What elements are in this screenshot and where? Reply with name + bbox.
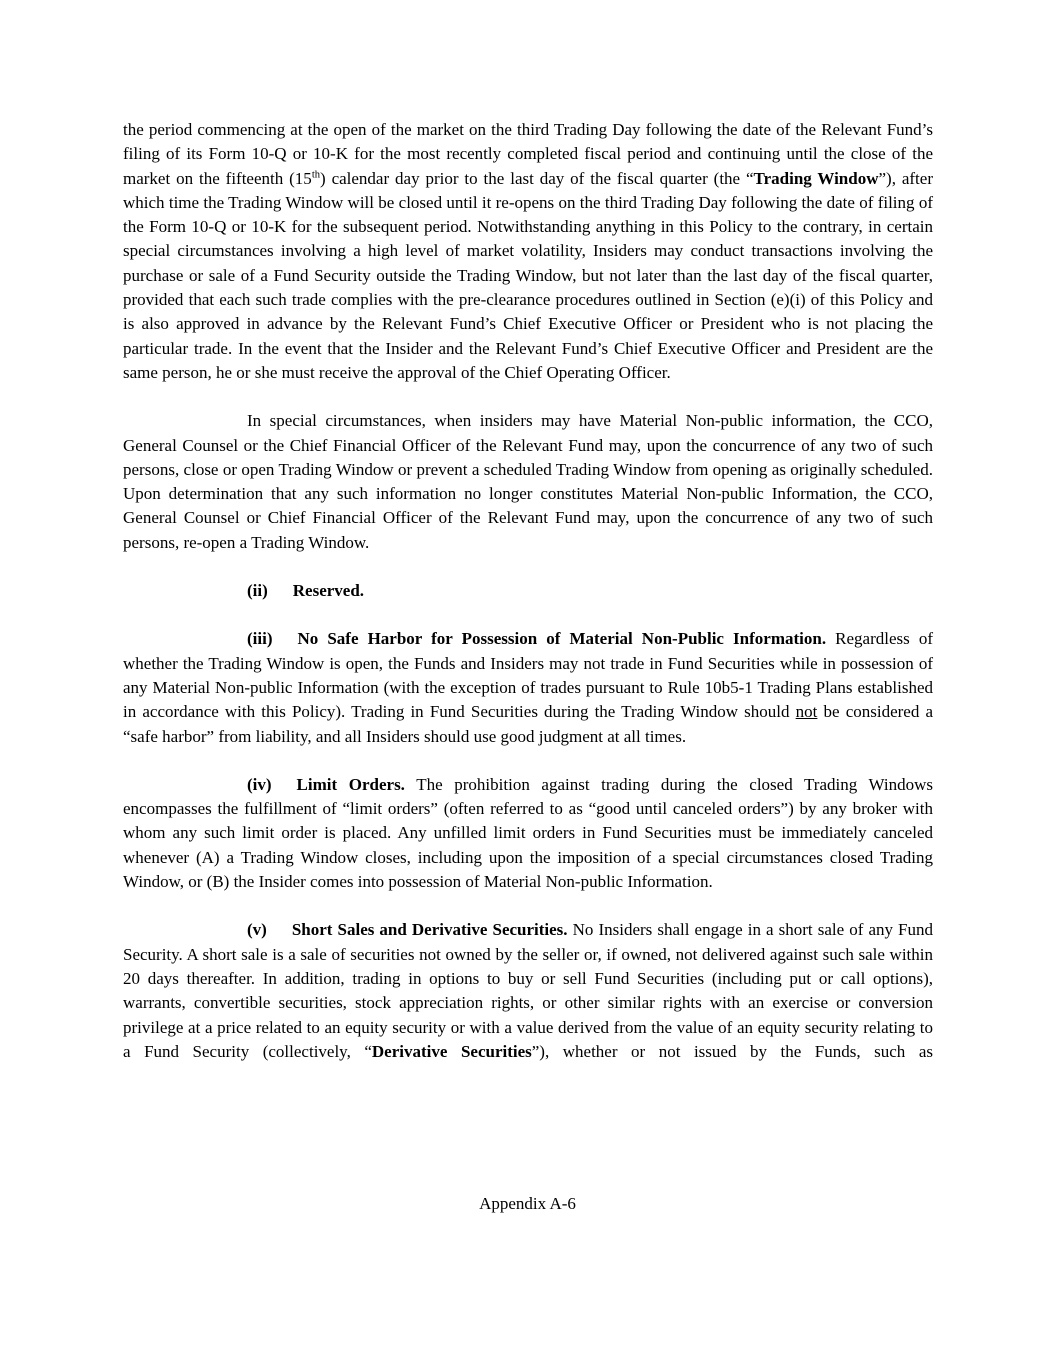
text-run: ”), after which time the Trading Window will be closed until it re-opens on the third Trading Day following the date of filing of the Form 10-Q or 10-K for the subsequent period. Notwithstanding anything in this Policy to the contrary, in certain special circumstances involving a high level of market volatility, Insiders may conduct transactions involving the purchase or sale of a Fund Security outside the Trading Window, but not later than the last day of the fiscal quarter, provided that each such trade complies with the pre-clearance procedures outlined in Section (e)(i) of this Policy and is also approved in advance by the Relevant Fund’s Chief Executive Officer or President who is not placing the particular trade. In the event that the Insider and the Relevant Fund’s Chief Executive Officer and President are the same person, he or she must receive the approval of the Chief Operating Officer.	[123, 168, 933, 382]
text-run: No Insiders shall engage in a short sale of any Fund Security. A short sale is a sale of securities not owned by the seller or, if owned, not delivered against such sale within 20 days thereafter. In addition, trading in options to buy or sell Fund Securities (including put or call options), warrants, convertible securities, stock appreciation rights, or other similar rights with an exercise or conversion privilege at a price related to an equity security or with a value derived from the value of an equity security relating to a Fund Security (collectively, “	[123, 920, 934, 1061]
paragraph	[123, 409, 933, 555]
page-footer: Appendix A-6	[479, 1194, 576, 1213]
text-run: In special circumstances, when insiders may have Material Non-public information, the CCO, General Counsel or the Chief Financial Officer of the Relevant Fund may, upon the concurrence of any two of such persons, close or open Trading Window or prevent a scheduled Trading Window from opening as originally scheduled. Upon determination that any such information no longer constitutes Material Non-public Information, the CCO, General Counsel or Chief Financial Officer of the Relevant Fund may, upon the concurrence of any two of such persons, re-open a Trading Window.	[123, 411, 933, 552]
paragraph	[123, 627, 933, 748]
text-run: ”), whether or not issued by the Funds, such as	[531, 1041, 933, 1061]
text-run: (iv)	[247, 774, 272, 794]
text-run: Limit Orders.	[296, 774, 405, 794]
text-run: Regardless of whether the Trading Window is open, the Funds and Insiders may not trade in Fund Securities while in possession of any Material Non-public Information (with the exception of trades pursuant to Rule 10b5-1 Trading Plans established in accordance with this Policy). Trading in Fund Securities during the Trading Window should	[123, 629, 933, 722]
text-run: Reserved.	[292, 581, 365, 601]
text-run: th	[311, 168, 321, 180]
text-run: No Safe Harbor for Possession of Material Non-Public Information.	[297, 629, 827, 649]
text-run: The prohibition against trading during the closed Trading Windows encompasses the fulfillment of “limit orders” (often referred to as “good until canceled orders”) by any broker with whom any such limit order is placed. Any unfilled limit orders in Fund Securities must be immediately canceled whenever (A) a Trading Window closes, including upon the imposition of a special circumstances closed Trading Window, or (B) the Insider comes into possession of Material Non-public Information.	[123, 774, 933, 892]
text-run: ) calendar day prior to the last day of the fiscal quarter (the “	[320, 168, 754, 188]
text-run: Short Sales and Derivative Securities.	[291, 920, 568, 940]
text-run: (v)	[247, 920, 267, 940]
text-run: (iii)	[247, 629, 273, 649]
paragraph	[123, 579, 933, 603]
text-run: Derivative Securities	[371, 1041, 532, 1061]
text-run: the period commencing at the open of the market on the third Trading Day following the date of the Relevant Fund’s filing of its Form 10-Q or 10-K for the most recently completed fiscal period and continuing until the close of the market on the fifteenth (15	[123, 120, 933, 188]
document-body	[123, 118, 933, 1064]
paragraph	[123, 773, 933, 894]
text-run: not	[795, 702, 818, 722]
paragraph	[123, 118, 933, 385]
text-run: be considered a “safe harbor” from liability, and all Insiders should use good judgment at all times.	[123, 702, 933, 746]
paragraph	[123, 918, 933, 1064]
text-run: (ii)	[247, 581, 268, 601]
text-run: Trading Window	[753, 168, 879, 188]
